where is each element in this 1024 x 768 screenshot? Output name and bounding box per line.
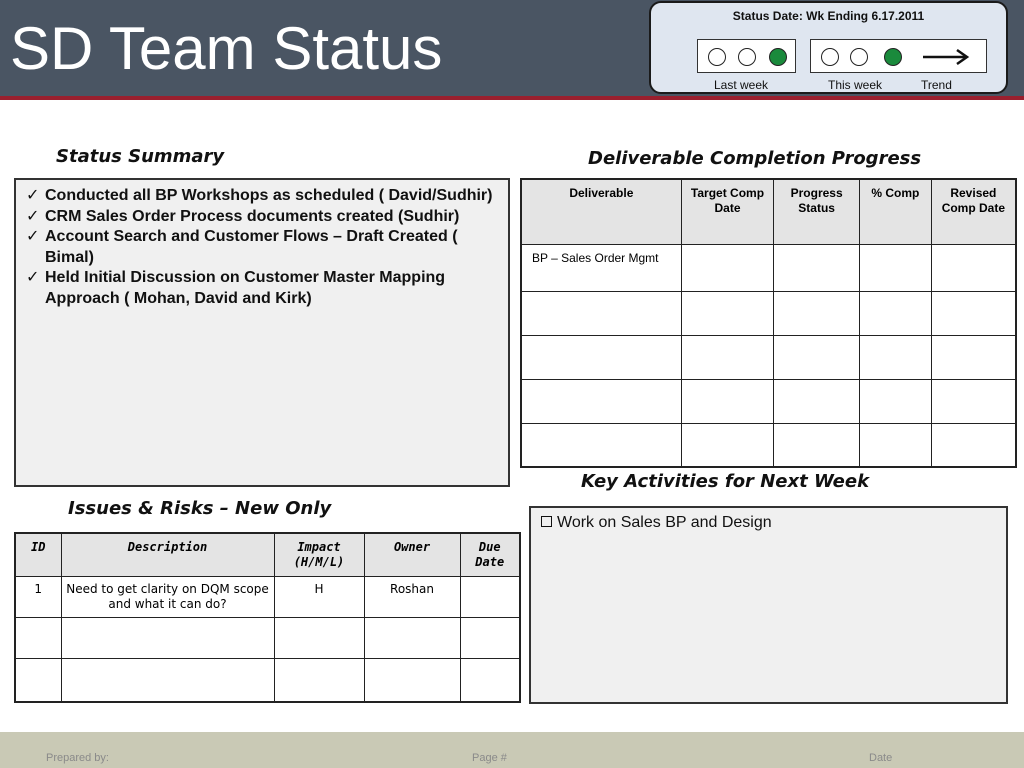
table-cell — [681, 423, 774, 467]
column-header: Deliverable — [521, 179, 681, 244]
column-header: Progress Status — [774, 179, 860, 244]
table-cell — [860, 335, 932, 379]
summary-item: ✓ Account Search and Customer Flows – Draft Created ( Bimal) — [26, 228, 458, 266]
last-week-light-2 — [738, 48, 756, 66]
check-icon: ✓ — [26, 207, 40, 225]
status-panel — [649, 1, 1008, 94]
table-row — [521, 291, 1016, 335]
trend-label: Trend — [921, 78, 952, 92]
table-cell — [860, 423, 932, 467]
status-summary-heading: Status Summary — [56, 146, 225, 167]
table-cell — [681, 291, 774, 335]
header-accent-line — [0, 96, 1024, 100]
table-row — [521, 423, 1016, 467]
table-cell — [460, 577, 520, 618]
table-cell — [931, 244, 1016, 291]
footer-date-label: Date — [869, 752, 893, 764]
table-row — [521, 244, 1016, 291]
check-icon: ✓ — [26, 187, 40, 204]
table-cell — [521, 291, 681, 335]
summary-item: ✓ Conducted all BP Workshops as scheduled ( David/Sudhir) — [26, 186, 498, 207]
this-week-lights — [810, 39, 987, 73]
page-number-label: Page # — [472, 752, 507, 764]
table-cell — [774, 335, 860, 379]
issues-header-row — [15, 533, 520, 577]
footer-bar — [0, 732, 1024, 768]
table-cell — [860, 379, 932, 423]
table-cell: BP – Sales Order Mgmt — [521, 244, 681, 291]
table-cell — [61, 618, 274, 659]
column-header: Due Date — [460, 533, 520, 577]
table-cell — [460, 618, 520, 659]
column-header: % Comp — [860, 179, 932, 244]
last-week-lights — [697, 39, 796, 73]
table-cell — [931, 379, 1016, 423]
column-header: ID — [15, 533, 61, 577]
table-row — [15, 577, 520, 618]
column-header: Revised Comp Date — [931, 179, 1016, 244]
table-cell — [15, 659, 61, 702]
column-header: Target Comp Date — [681, 179, 774, 244]
right-arrow-icon — [921, 47, 971, 67]
status-summary-box — [14, 178, 510, 487]
table-cell — [460, 659, 520, 702]
table-cell — [521, 423, 681, 467]
this-week-light-1 — [821, 48, 839, 66]
table-cell — [681, 244, 774, 291]
key-activities-heading: Key Activities for Next Week — [581, 471, 870, 492]
table-cell — [681, 335, 774, 379]
table-cell — [774, 244, 860, 291]
status-date: Status Date: Wk Ending 6.17.2011 — [732, 9, 925, 23]
table-cell — [274, 618, 364, 659]
issues-table — [14, 532, 521, 703]
this-week-label: This week — [828, 78, 883, 92]
table-cell: 1 — [15, 577, 61, 618]
last-week-light-1 — [708, 48, 726, 66]
last-week-label: Last week — [714, 78, 769, 92]
table-row — [521, 379, 1016, 423]
table-cell — [274, 659, 364, 702]
table-cell: Need to get clarity on DQM scope and what it can do? — [61, 577, 274, 618]
table-cell — [860, 244, 932, 291]
checkbox-bullet-icon — [541, 516, 552, 527]
page-title: SD Team Status — [10, 15, 443, 82]
table-cell — [774, 379, 860, 423]
summary-item: ✓ Held Initial Discussion on Customer Master Mapping Approach ( Mohan, David and Kirk) — [26, 269, 446, 307]
deliverable-progress-heading: Deliverable Completion Progress — [588, 148, 922, 169]
table-row — [15, 618, 520, 659]
table-cell — [860, 291, 932, 335]
column-header: Impact (H/M/L) — [274, 533, 364, 577]
status-summary-list — [16, 180, 508, 309]
issues-risks-heading: Issues & Risks – New Only — [68, 498, 332, 519]
check-icon: ✓ — [26, 269, 40, 286]
summary-item: ✓ CRM Sales Order Process documents created (Sudhir) — [26, 207, 498, 228]
table-cell — [364, 618, 460, 659]
table-cell — [61, 659, 274, 702]
activity-item: Work on Sales BP and Design — [541, 514, 772, 532]
this-week-light-3 — [884, 48, 902, 66]
table-row — [15, 659, 520, 702]
table-cell — [931, 291, 1016, 335]
deliverable-table — [520, 178, 1017, 468]
table-cell: H — [274, 577, 364, 618]
table-cell — [364, 659, 460, 702]
table-cell — [521, 335, 681, 379]
table-row — [521, 335, 1016, 379]
key-activities-box — [529, 506, 1008, 704]
deliverable-header-row — [521, 179, 1016, 244]
check-icon: ✓ — [26, 228, 40, 245]
column-header: Description — [61, 533, 274, 577]
this-week-light-2 — [850, 48, 868, 66]
table-cell — [774, 423, 860, 467]
table-cell — [681, 379, 774, 423]
table-cell — [931, 423, 1016, 467]
column-header: Owner — [364, 533, 460, 577]
prepared-by-label: Prepared by: — [46, 752, 109, 764]
table-cell — [15, 618, 61, 659]
table-cell — [774, 291, 860, 335]
table-cell — [521, 379, 681, 423]
last-week-light-3 — [769, 48, 787, 66]
table-cell — [931, 335, 1016, 379]
table-cell: Roshan — [364, 577, 460, 618]
